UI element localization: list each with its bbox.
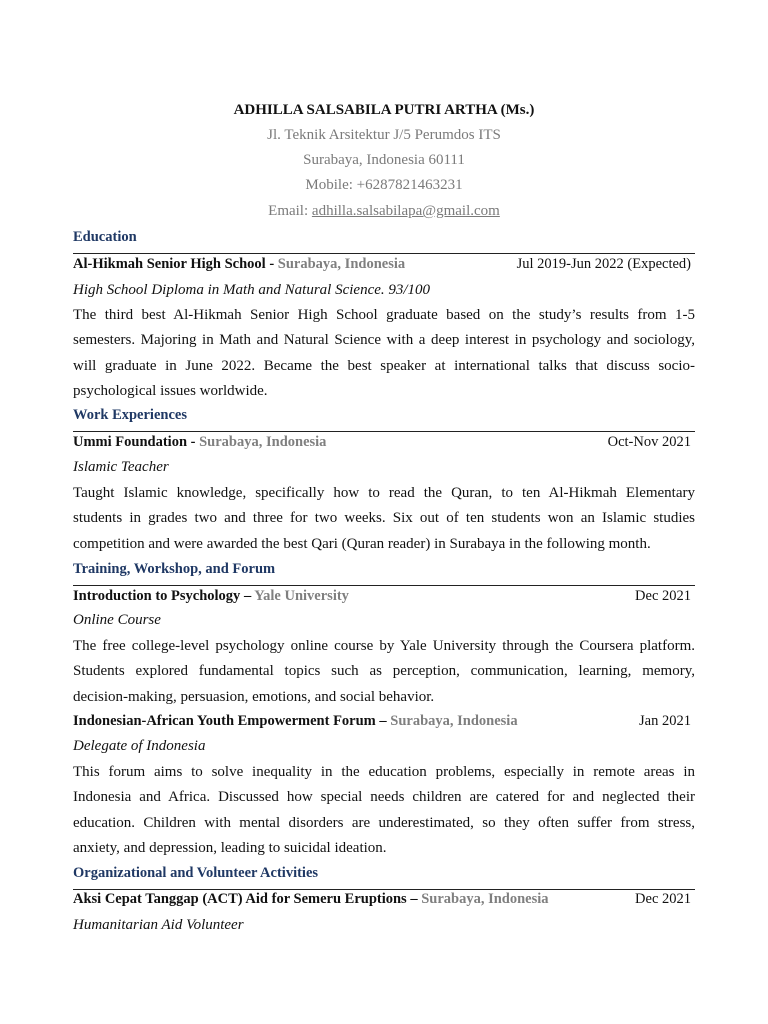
entry-description <box>73 481 695 557</box>
entry-role: Islamic Teacher <box>73 459 169 475</box>
description-line: Students explored fundamental topics such as perception, communication, learning, memory, <box>73 663 695 680</box>
entry-location: Surabaya, Indonesia <box>390 713 518 729</box>
description-line: semesters. Majoring in Math and Natural Science with a deep interest in psychology and sociology, <box>73 332 695 349</box>
description-line: students in grades two and three for two weeks. Six out of ten students won an Islamic studies <box>73 510 695 527</box>
training-entry-2-header <box>73 713 691 730</box>
entry-separator: - <box>265 256 278 272</box>
entry-role: Delegate of Indonesia <box>73 738 206 754</box>
email-line <box>73 203 695 220</box>
entry-location: Yale University <box>254 588 349 604</box>
entry-org-line <box>73 713 518 730</box>
description-line: The free college-level psychology online course by Yale University through the Coursera platform. <box>73 638 695 654</box>
entry-org: Indonesian-African Youth Empowerment Forum <box>73 713 376 729</box>
section-title-training: Training, Workshop, and Forum <box>73 561 276 577</box>
entry-description <box>73 760 695 861</box>
entry-org-line <box>73 891 549 908</box>
description-line: will graduate in June 2022. Became the best speaker at international talks that discuss socio- <box>73 357 695 374</box>
entry-role: High School Diploma in Math and Natural Science. 93/100 <box>73 282 431 298</box>
email-link[interactable]: adhilla.salsabilapa@gmail.com <box>311 203 500 219</box>
entry-date: Jul 2019-Jun 2022 (Expected) <box>516 256 691 272</box>
description-line: Taught Islamic knowledge, specifically how to read the Quran, to ten Al-Hikmah Elementary <box>73 485 695 501</box>
training-entry-1-header <box>73 588 691 605</box>
volunteer-entry-header <box>73 891 691 908</box>
entry-description <box>73 634 695 710</box>
entry-date: Jan 2021 <box>639 713 691 729</box>
entry-date: Dec 2021 <box>635 891 691 907</box>
entry-separator: – <box>406 891 422 907</box>
description-line: This forum aims to solve inequality in the education problems, especially in remote areas in <box>73 764 695 780</box>
entry-location: Surabaya, Indonesia <box>421 891 549 907</box>
candidate-name: ADHILLA SALSABILA PUTRI ARTHA (Ms.) <box>233 102 535 118</box>
entry-role: Humanitarian Aid Volunteer <box>73 917 244 933</box>
work-entry-header <box>73 434 691 451</box>
description-line: competition and were awarded the best Qari (Quran reader) in Surabaya in the following month. <box>73 535 651 552</box>
description-line: anxiety, and depression, leading to suicidal ideation. <box>73 839 387 856</box>
section-divider <box>73 431 695 432</box>
section-title-work: Work Experiences <box>73 407 187 423</box>
description-line: The third best Al-Hikmah Senior High School graduate based on the study’s results from 1-5 <box>73 307 695 323</box>
entry-org-line <box>73 256 405 273</box>
mobile-number: Mobile: +6287821463231 <box>305 177 463 193</box>
section-divider <box>73 889 695 890</box>
entry-org: Aksi Cepat Tanggap (ACT) Aid for Semeru Eruptions <box>73 891 407 907</box>
entry-date: Dec 2021 <box>635 588 691 604</box>
description-line: psychological issues worldwide. <box>73 382 268 399</box>
education-entry-header <box>73 256 691 273</box>
entry-role: Online Course <box>73 612 161 628</box>
section-title-education: Education <box>73 229 137 245</box>
entry-org: Introduction to Psychology <box>73 588 241 604</box>
entry-separator: – <box>375 713 391 729</box>
entry-location: Surabaya, Indonesia <box>199 434 327 450</box>
description-line: decision-making, persuasion, emotions, and social behavior. <box>73 688 435 705</box>
entry-separator: - <box>187 434 200 450</box>
entry-location: Surabaya, Indonesia <box>277 256 406 272</box>
description-line: Indonesia and Africa. Discussed how special needs children are catered for and neglected their <box>73 789 695 806</box>
entry-description <box>73 303 695 404</box>
description-line: education. Children with mental disorders are underestimated, so they often suffer from stress, <box>73 814 695 831</box>
entry-org: Al-Hikmah Senior High School <box>73 256 266 272</box>
address-line-1: Jl. Teknik Arsitektur J/5 Perumdos ITS <box>267 127 501 143</box>
entry-org-line <box>73 588 349 605</box>
section-divider <box>73 253 695 254</box>
address-line-2: Surabaya, Indonesia 60111 <box>303 152 465 168</box>
entry-org: Ummi Foundation <box>73 434 188 450</box>
entry-separator: – <box>240 588 255 604</box>
section-divider <box>73 585 695 586</box>
email-label: Email: <box>268 203 312 219</box>
entry-org-line <box>73 434 326 451</box>
entry-date: Oct-Nov 2021 <box>607 434 691 450</box>
section-title-volunteer: Organizational and Volunteer Activities <box>73 865 319 881</box>
